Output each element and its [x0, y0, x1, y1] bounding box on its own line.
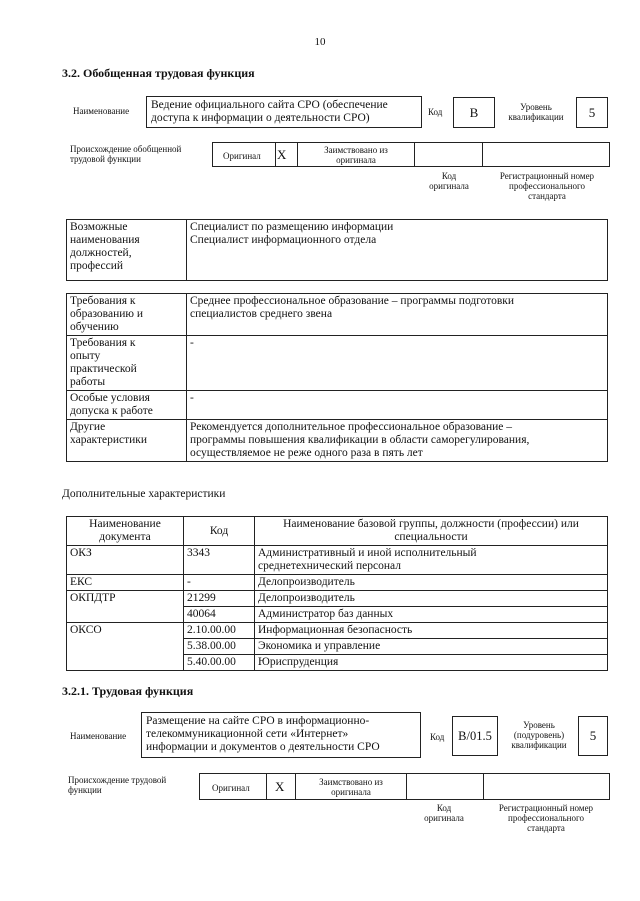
origin-table: [199, 773, 610, 800]
table-row: [67, 591, 608, 607]
cell-name: Администратор баз данных: [255, 607, 608, 623]
reg-number-caption: Регистрационный номер профессионального стандарта: [498, 803, 594, 833]
name-line: доступа к информации о деятельности СРО): [151, 112, 370, 124]
table-row: [67, 391, 608, 420]
divider: [406, 774, 407, 799]
divider: [414, 143, 415, 166]
borrowed-label: Заимствовано из оригинала: [319, 777, 383, 797]
original-mark: X: [277, 147, 287, 162]
page-number: 10: [314, 36, 326, 48]
table-header-row: [67, 517, 608, 546]
name-line: информации и документов о деятельности СРО: [146, 741, 380, 753]
cell-code: 5.38.00.00: [184, 639, 255, 655]
cell-doc: ЕКС: [67, 575, 184, 591]
cell-name: Административный и иной исполнительный среднетехнический персонал: [255, 546, 608, 575]
cell-code: 21299: [184, 591, 255, 607]
positions-label: Возможные наименования должностей, профессий: [67, 220, 187, 281]
name-label: Наименование: [73, 106, 130, 116]
divider: [297, 143, 298, 166]
req-value: Рекомендуется дополнительное профессиональное образование – программы повышения квалификации в области саморегулирования, осуществляемое не реже одного раза в пять лет: [187, 420, 608, 462]
positions-table: [66, 219, 608, 281]
table-row: [67, 294, 608, 336]
req-label: Требования к образованию и обучению: [67, 294, 187, 336]
name-label: Наименование: [70, 731, 127, 741]
req-label: Требования к опыту практической работы: [67, 336, 187, 391]
divider: [266, 774, 267, 799]
req-value: Среднее профессиональное образование – программы подготовки специалистов среднего звена: [187, 294, 608, 336]
table-row: [67, 546, 608, 575]
req-value: -: [187, 336, 608, 391]
cell-code: 5.40.00.00: [184, 655, 255, 671]
name-line: телекоммуникационной сети «Интернет»: [146, 728, 349, 740]
header-name: Наименование базовой группы, должности (профессии) или специальности: [255, 517, 608, 546]
cell-name: Информационная безопасность: [255, 623, 608, 639]
subsection-heading: 3.2.1. Трудовая функция: [62, 684, 194, 698]
name-line: Размещение на сайте СРО в информационно-: [146, 715, 370, 727]
name-box: [146, 96, 422, 128]
req-label: Другие характеристики: [67, 420, 187, 462]
origin-label: Происхождение трудовой функции: [68, 775, 167, 795]
borrowed-label: Заимствовано из оригинала: [324, 145, 388, 165]
original-label: Оригинал: [223, 151, 261, 161]
reg-number-caption: Регистрационный номер профессионального стандарта: [499, 171, 595, 201]
additional-table: [66, 516, 608, 671]
code-original-caption: Код оригинала: [429, 171, 469, 191]
requirements-table: [66, 293, 608, 462]
divider: [482, 143, 483, 166]
cell-name: Юриспруденция: [255, 655, 608, 671]
code-original-caption: Код оригинала: [424, 803, 464, 823]
table-row: [67, 623, 608, 639]
cell-code: 3343: [184, 546, 255, 575]
req-value: -: [187, 391, 608, 420]
cell-name: Делопроизводитель: [255, 591, 608, 607]
cell-code: 40064: [184, 607, 255, 623]
code-value: B/01.5: [452, 716, 498, 756]
divider: [275, 143, 276, 166]
code-label: Код: [428, 107, 443, 117]
additional-heading: Дополнительные характеристики: [62, 488, 226, 500]
name-line: Ведение официального сайта СРО (обеспечение: [151, 99, 388, 111]
cell-name: Делопроизводитель: [255, 575, 608, 591]
table-row: [67, 336, 608, 391]
level-value: 5: [578, 716, 608, 756]
positions-value: Специалист по размещению информации Специалист информационного отдела: [187, 220, 608, 281]
level-label: Уровень квалификации: [508, 102, 564, 122]
req-label: Особые условия допуска к работе: [67, 391, 187, 420]
original-label: Оригинал: [212, 783, 250, 793]
name-box: [141, 712, 421, 758]
table-row: [67, 420, 608, 462]
level-value: 5: [576, 97, 608, 128]
divider: [295, 774, 296, 799]
table-row: [67, 575, 608, 591]
cell-doc: ОКСО: [67, 623, 184, 671]
cell-doc: ОКЗ: [67, 546, 184, 575]
header-doc: Наименование документа: [67, 517, 184, 546]
cell-code: -: [184, 575, 255, 591]
origin-label: Происхождение обобщенной трудовой функции: [70, 144, 182, 164]
cell-doc: ОКПДТР: [67, 591, 184, 623]
table-row: [67, 220, 608, 281]
code-value: B: [453, 97, 495, 128]
header-code: Код: [184, 517, 255, 546]
cell-name: Экономика и управление: [255, 639, 608, 655]
original-mark: X: [275, 779, 285, 794]
level-label: Уровень (подуровень) квалификации: [511, 720, 567, 750]
divider: [483, 774, 484, 799]
cell-code: 2.10.00.00: [184, 623, 255, 639]
code-label: Код: [430, 732, 445, 742]
origin-table: [212, 142, 610, 167]
section-heading: 3.2. Обобщенная трудовая функция: [62, 66, 255, 80]
